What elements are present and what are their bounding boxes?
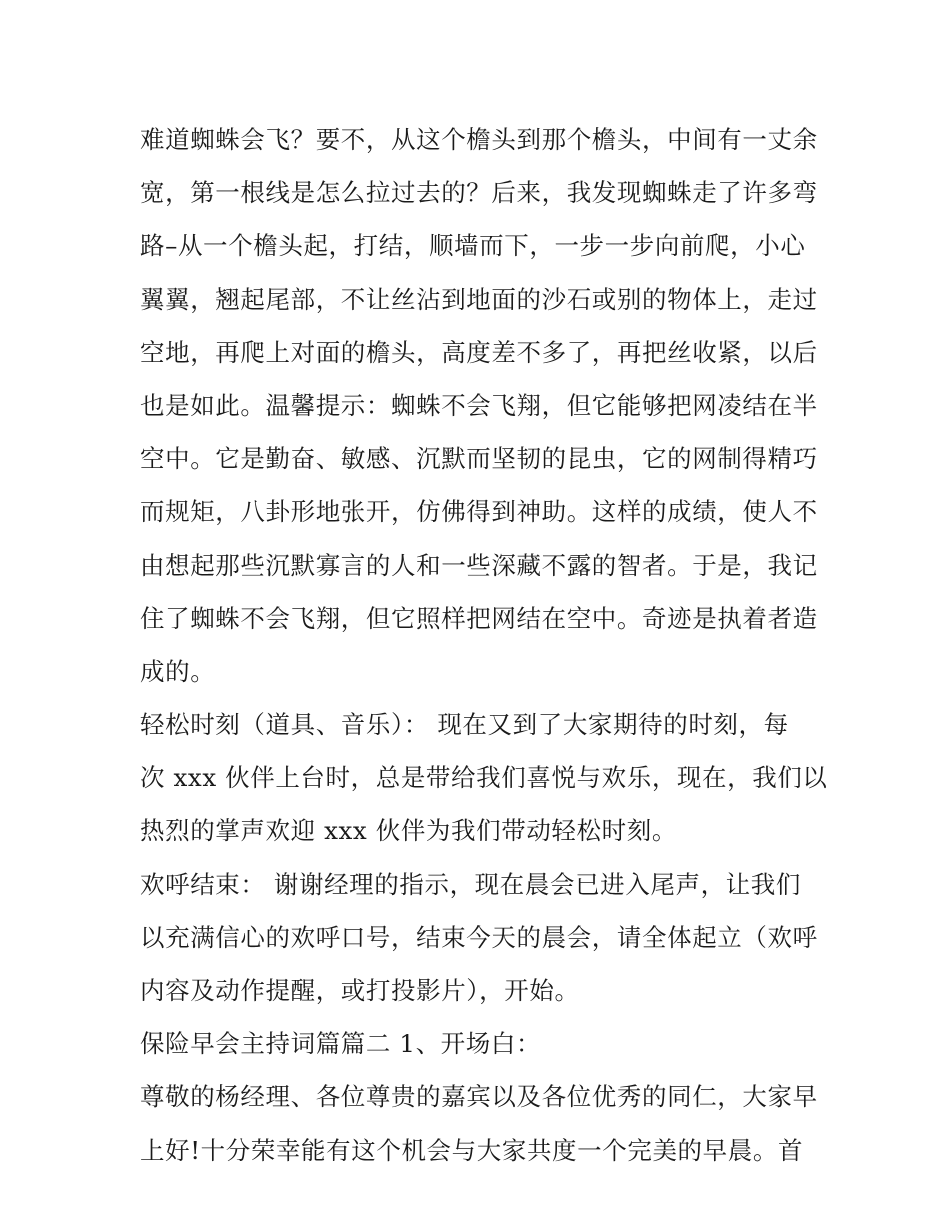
document-page [140, 113, 828, 1177]
text-line: 轻松时刻（道具、音乐）： 现在又到了大家期待的时刻，每 [140, 710, 789, 740]
paragraph-opening [140, 1070, 820, 1176]
text-line: 空中。它是勤奋、敏感、沉默而坚韧的昆虫，它的网制得精巧 [140, 444, 818, 474]
paragraph-relax-moment [140, 698, 828, 858]
text-line: 而规矩，八卦形地张开，仿佛得到神助。这样的成绩，使人不 [140, 497, 818, 527]
text-line: 上好!十分荣幸能有这个机会与大家共度一个完美的早晨。首 [140, 1135, 804, 1165]
paragraph-spider-story [140, 113, 820, 698]
text-line: 由想起那些沉默寡言的人和一些深藏不露的智者。于是，我记 [140, 550, 818, 580]
text-line: 难道蜘蛛会飞？要不，从这个檐头到那个檐头，中间有一丈余 [140, 125, 818, 154]
text-line: 内容及动作提醒，或打投影片），开始。 [140, 976, 580, 1005]
text-line: 以充满信心的欢呼口号，结束今天的晨会，请全体起立（欢呼 [140, 922, 818, 952]
paragraph-cheer-end [140, 858, 820, 1018]
text-line: 也是如此。温馨提示：蜘蛛不会飞翔，但它能够把网凌结在半 [140, 390, 818, 420]
text-line: 热烈的掌声欢迎 xxx 伙伴为我们带动轻松时刻。 [140, 816, 677, 846]
text-line: 宽，第一根线是怎么拉过去的？后来，我发现蜘蛛走了许多弯 [140, 178, 818, 208]
text-line: 路–从一个檐头起，打结，顺墙而下，一步一步向前爬，小心 [140, 231, 806, 261]
text-line: 空地，再爬上对面的檐头，高度差不多了，再把丝收紧，以后 [140, 337, 818, 367]
text-line: 住了蜘蛛不会飞翔，但它照样把网结在空中。奇迹是执着者造 [140, 603, 818, 633]
text-line: 尊敬的杨经理、各位尊贵的嘉宾以及各位优秀的同仁，大家早 [140, 1082, 818, 1112]
text-line: 翼翼，翘起尾部，不让丝沾到地面的沙石或别的物体上，走过 [140, 284, 818, 314]
section-heading [140, 1017, 820, 1070]
text-line: 欢呼结束： 谢谢经理的指示，现在晨会已进入尾声，让我们 [140, 869, 801, 899]
text-line: 保险早会主持词篇篇二 1、开场白： [140, 1029, 542, 1059]
text-line: 次 xxx 伙伴上台时，总是带给我们喜悦与欢乐，现在，我们以 [140, 763, 828, 793]
text-line: 成的。 [140, 656, 216, 686]
